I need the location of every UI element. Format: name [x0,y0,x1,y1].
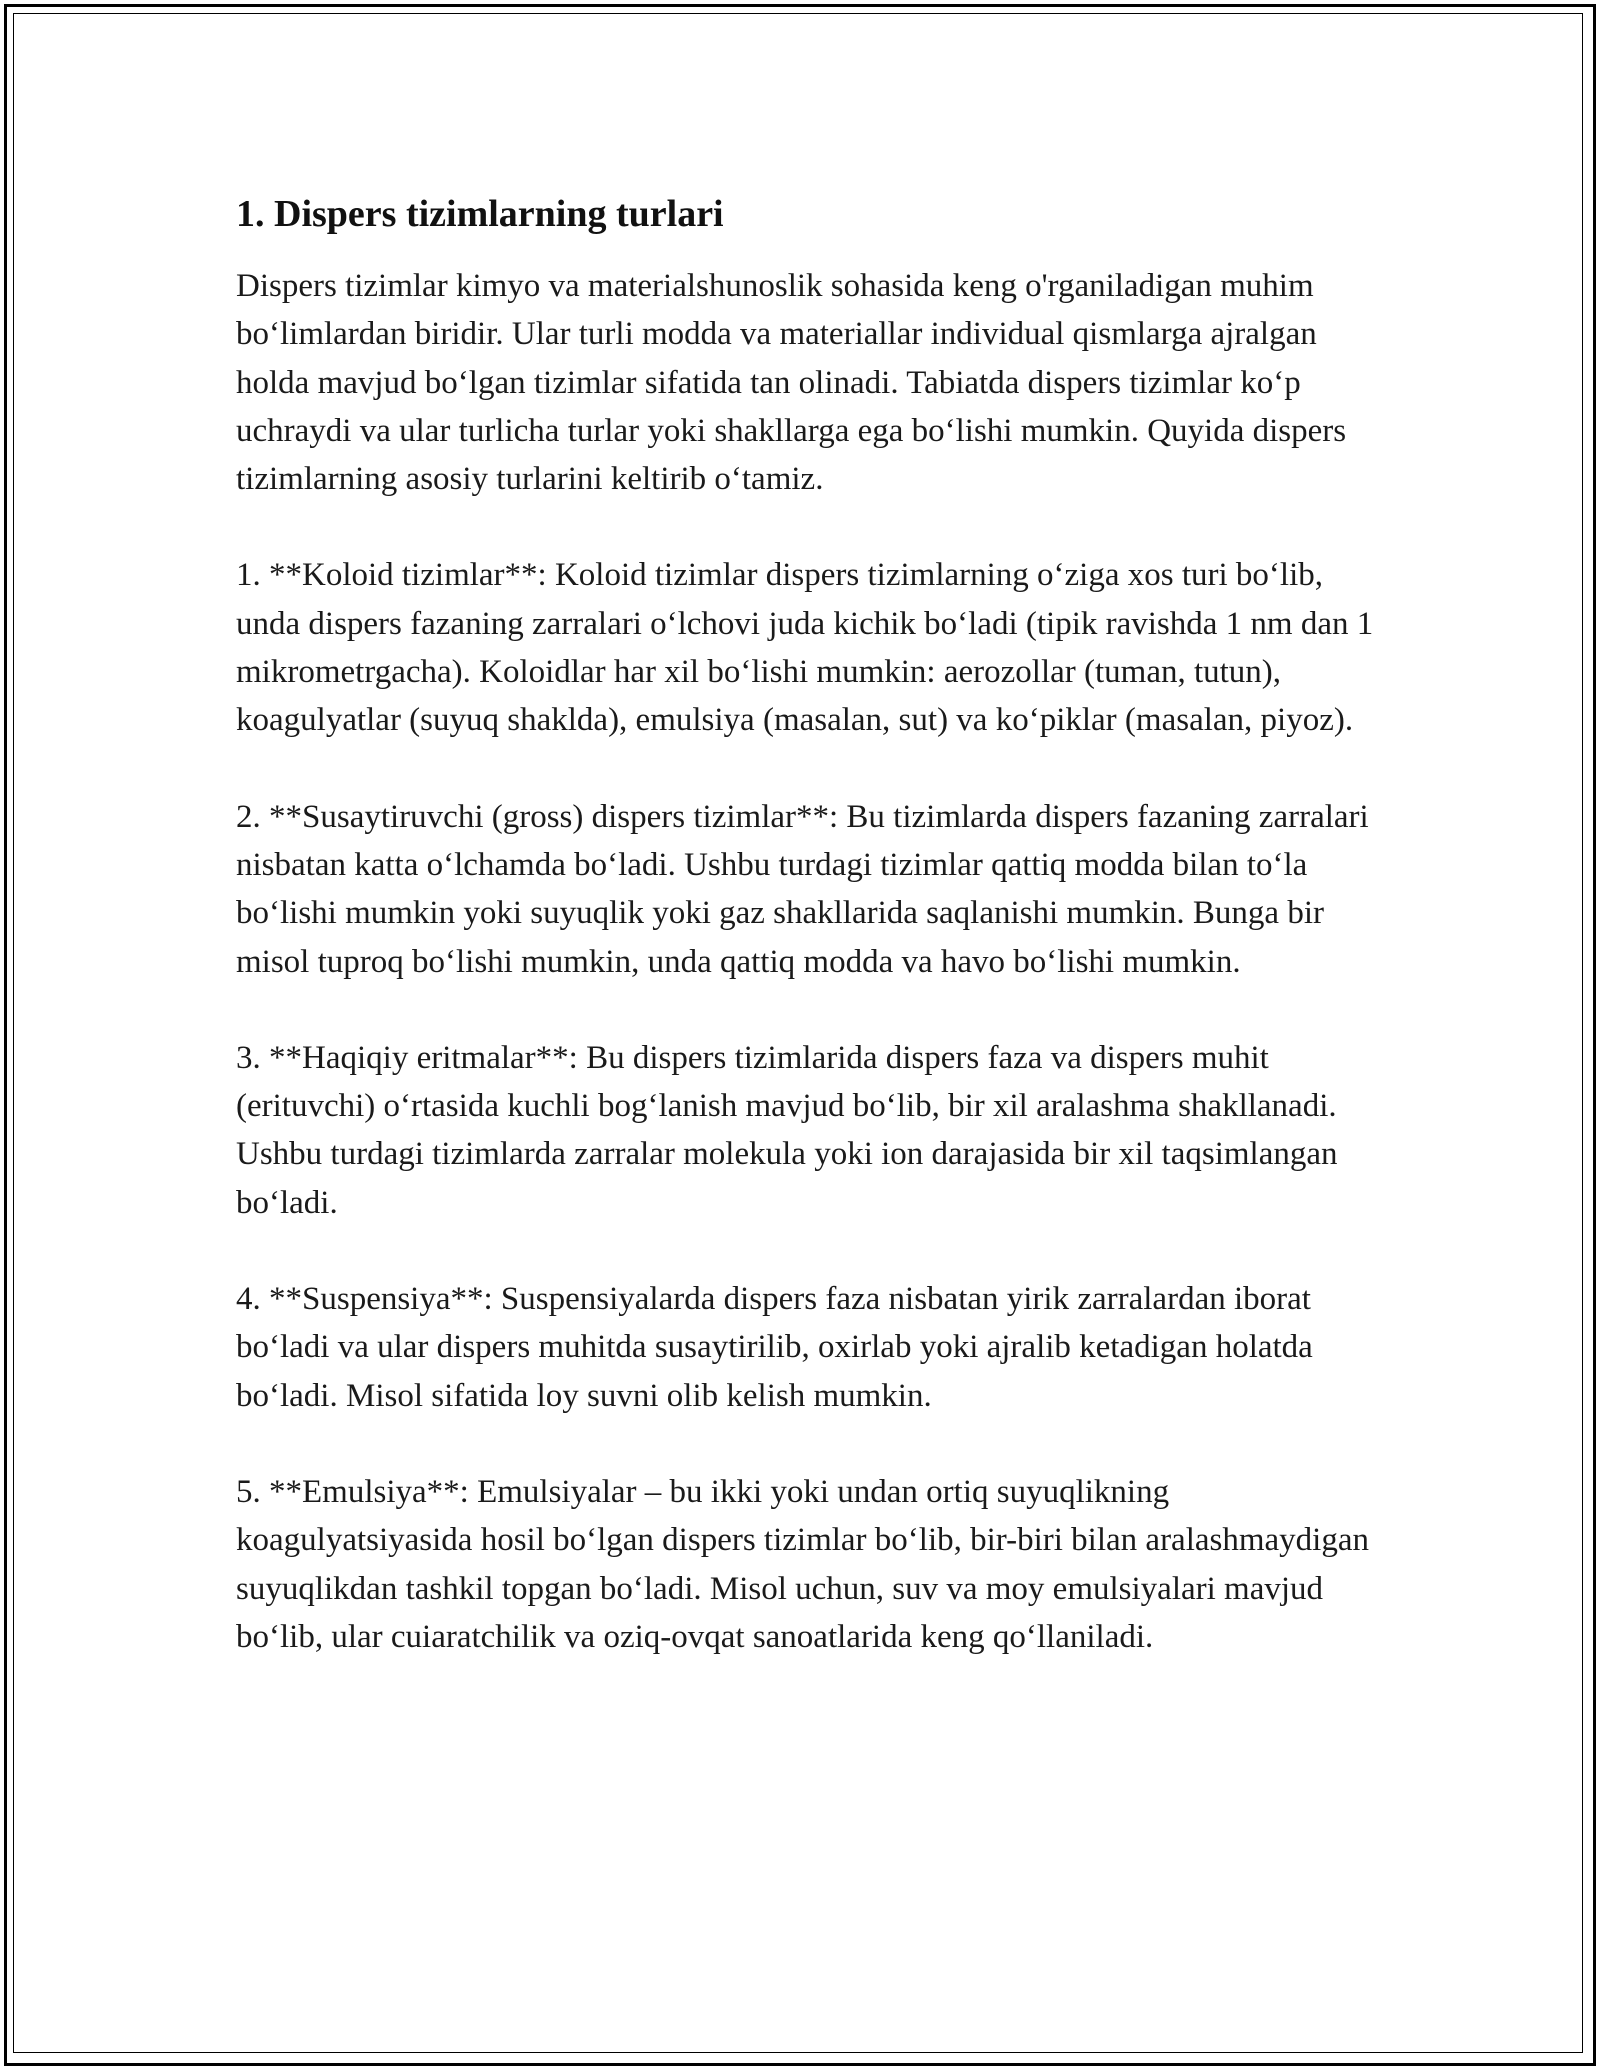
paragraph-haqiqiy-eritmalar: 3. **Haqiqiy eritmalar**: Bu dispers tizimlarida dispers faza va dispers muhit (erituvchi) o‘rtasida kuchli bog‘lanish mavjud bo‘lib, bir xil aralashma shakllanadi. Ushbu turdagi tizimlarda zarralar molekula yoki ion darajasida bir xil taqsimlangan bo‘ladi. [236,1039,1338,1221]
paragraph-suspensiya: 4. **Suspensiya**: Suspensiyalarda dispers faza nisbatan yirik zarralardan iborat bo‘ladi va ular dispers muhitda susaytirilib, oxirlab yoki ajralib ketadigan holatda bo‘ladi. Misol sifatida loy suvni olib kelish mumkin. [236,1281,1313,1414]
document-title: 1. Dispers tizimlarning turlari [236,193,724,235]
document-body [236,186,1376,1709]
paragraph-intro: Dispers tizimlar kimyo va materialshunoslik sohasida keng o'rganiladigan muhim bo‘limlardan biridir. Ular turli modda va materiallar individual qismlarga ajralgan holda mavjud bo‘lgan tizimlar sifatida tan olinadi. Tabiatda dispers tizimlar ko‘p uchraydi va ular turlicha turlar yoki shakllarga ega bo‘lishi mumkin. Quyida dispers tizimlarning asosiy turlarini keltirib o‘tamiz. [236,268,1347,498]
paragraph-susaytiruvchi: 2. **Susaytiruvchi (gross) dispers tizimlar**: Bu tizimlarda dispers fazaning zarralari nisbatan katta o‘lchamda bo‘ladi. Ushbu turdagi tizimlar qattiq modda bilan to‘la bo‘lishi mumkin yoki suyuqlik yoki gaz shakllarida saqlanishi mumkin. Bunga bir misol tuproq bo‘lishi mumkin, unda qattiq modda va havo bo‘lishi mumkin. [236,798,1369,980]
paragraph-koloid: 1. **Koloid tizimlar**: Koloid tizimlar dispers tizimlarning o‘ziga xos turi bo‘lib, unda dispers fazaning zarralari o‘lchovi juda kichik bo‘ladi (tipik ravishda 1 nm dan 1 mikrometrgacha). Koloidlar har xil bo‘lishi mumkin: aerozollar (tuman, tutun), koagulyatlar (suyuq shaklda), emulsiya (masalan, sut) va ko‘piklar (masalan, piyoz). [236,557,1374,739]
paragraph-emulsiya: 5. **Emulsiya**: Emulsiyalar – bu ikki yoki undan ortiq suyuqlikning koagulyatsiyasida hosil bo‘lgan dispers tizimlar bo‘lib, bir-biri bilan aralashmaydigan suyuqlikdan tashkil topgan bo‘ladi. Misol uchun, suv va moy emulsiyalari mavjud bo‘lib, ular cuiaratchilik va oziq-ovqat sanoatlarida keng qo‘llaniladi. [236,1473,1369,1655]
